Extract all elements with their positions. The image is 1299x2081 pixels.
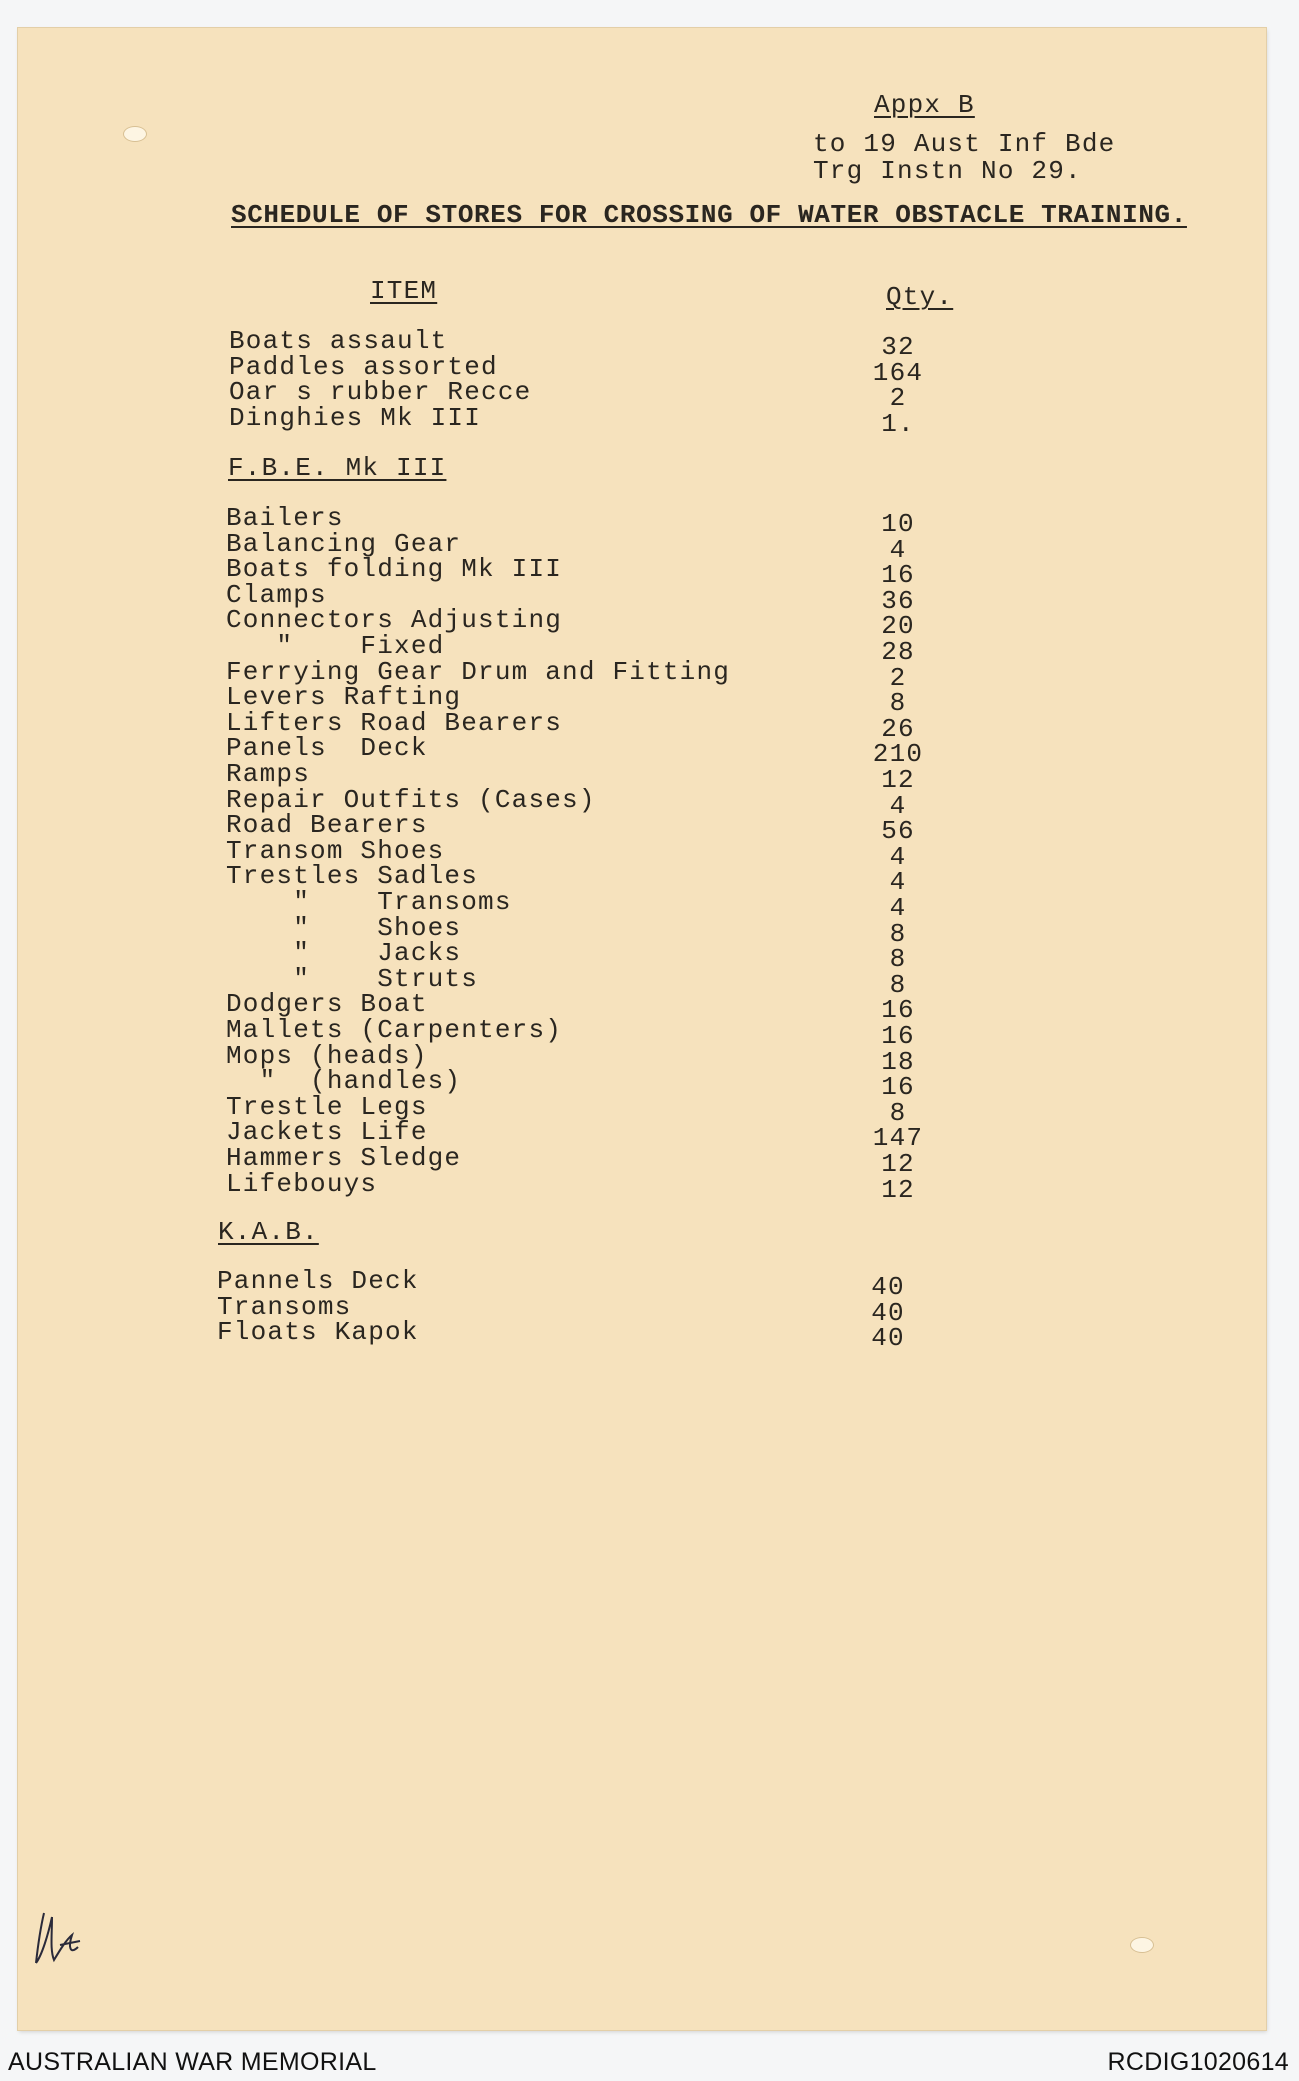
punch-hole [1130,1937,1154,1953]
store-quantity: 147 [872,1123,924,1154]
store-quantity: 4 [889,893,907,923]
punch-hole [123,126,147,142]
store-item: " Struts [226,963,479,994]
store-quantity: 12 [881,765,915,795]
handwritten-initials [30,1905,100,1975]
store-item: Hammers Sledge [226,1143,462,1173]
store-item: Jackets Life [226,1117,428,1148]
instruction-line: Trg Instn No 29. [813,156,1082,186]
footer-record-id: RCDIG1020614 [1107,2048,1289,2076]
store-quantity: 8 [889,1097,907,1128]
store-quantity: 16 [881,1072,915,1103]
store-quantity: 16 [881,560,915,591]
store-quantity: 12 [881,1174,915,1205]
store-quantity: 28 [881,637,915,667]
store-quantity: 36 [881,585,915,616]
fbe-heading: F.B.E. Mk III [228,453,447,483]
store-quantity: 16 [881,995,915,1026]
store-item: Mops (heads) [226,1040,428,1071]
store-item: " Jacks [226,938,462,969]
store-quantity: 2 [889,662,907,693]
store-item: Connectors Adjusting [226,605,563,636]
store-quantity: 4 [889,841,907,872]
store-item: " Fixed [226,631,445,661]
store-item: Transom Shoes [226,835,445,866]
store-quantity: 8 [889,969,907,1000]
store-item: Ramps [226,759,311,789]
store-item: Boats assault [229,326,448,356]
footer-source: AUSTRALIAN WAR MEMORIAL [8,2048,377,2076]
kab-heading: K.A.B. [218,1217,319,1247]
store-item: Ferrying Gear Drum and Fitting [226,656,731,687]
store-quantity: 164 [872,357,924,388]
store-item: Pannels Deck [217,1266,419,1296]
store-item: Oar s rubber Recce [229,377,532,407]
store-item: Repair Outfits (Cases) [226,784,596,815]
store-item: " (handles) [226,1066,462,1097]
store-quantity: 1. [881,408,915,439]
store-quantity: 40 [871,1323,905,1353]
recipient-line: to 19 Aust Inf Bde [813,129,1116,159]
store-item: Panels Deck [226,733,428,764]
store-item: " Shoes [226,912,462,943]
store-quantity: 56 [881,816,915,847]
store-quantity: 40 [871,1272,905,1302]
store-item: Lifebouys [226,1168,378,1199]
store-quantity: 4 [889,790,907,821]
store-quantity: 8 [889,688,907,719]
store-quantity: 40 [871,1297,905,1328]
store-quantity: 2 [889,383,907,413]
item-column-header: ITEM [370,276,438,306]
store-quantity: 18 [881,1046,915,1077]
store-quantity: 210 [872,739,924,770]
document-page [18,28,1266,2030]
store-quantity: 26 [881,713,915,744]
store-quantity: 4 [889,867,907,898]
appendix-label: Appx B [874,90,975,120]
qty-column-header: Qty. [886,282,954,312]
store-quantity: 16 [881,1021,915,1051]
store-item: Floats Kapok [217,1317,419,1347]
store-item: Lifters Road Bearers [226,707,563,738]
page-title: SCHEDULE OF STORES FOR CROSSING OF WATER OBSTACLE TRAINING. [231,200,1187,230]
store-item: Bailers [226,503,344,533]
store-item: Trestles Sadles [226,861,479,892]
store-item: Road Bearers [226,810,428,841]
store-item: Dinghies Mk III [229,402,482,433]
store-quantity: 12 [881,1149,915,1179]
store-item: Balancing Gear [226,528,462,559]
store-item: Paddles assorted [229,351,498,382]
store-item: Mallets (Carpenters) [226,1015,563,1045]
store-item: Trestle Legs [226,1091,428,1122]
store-item: Levers Rafting [226,682,462,713]
store-quantity: 20 [881,611,915,642]
store-item: Transoms [217,1291,352,1322]
store-item: " Transoms [226,887,512,917]
store-item: Clamps [226,579,327,610]
store-quantity: 4 [889,534,907,565]
store-quantity: 8 [889,918,907,949]
store-quantity: 32 [881,332,915,362]
store-item: Dodgers Boat [226,989,428,1020]
store-item: Boats folding Mk III [226,554,563,585]
store-quantity: 8 [889,944,907,975]
store-quantity: 10 [881,509,915,539]
